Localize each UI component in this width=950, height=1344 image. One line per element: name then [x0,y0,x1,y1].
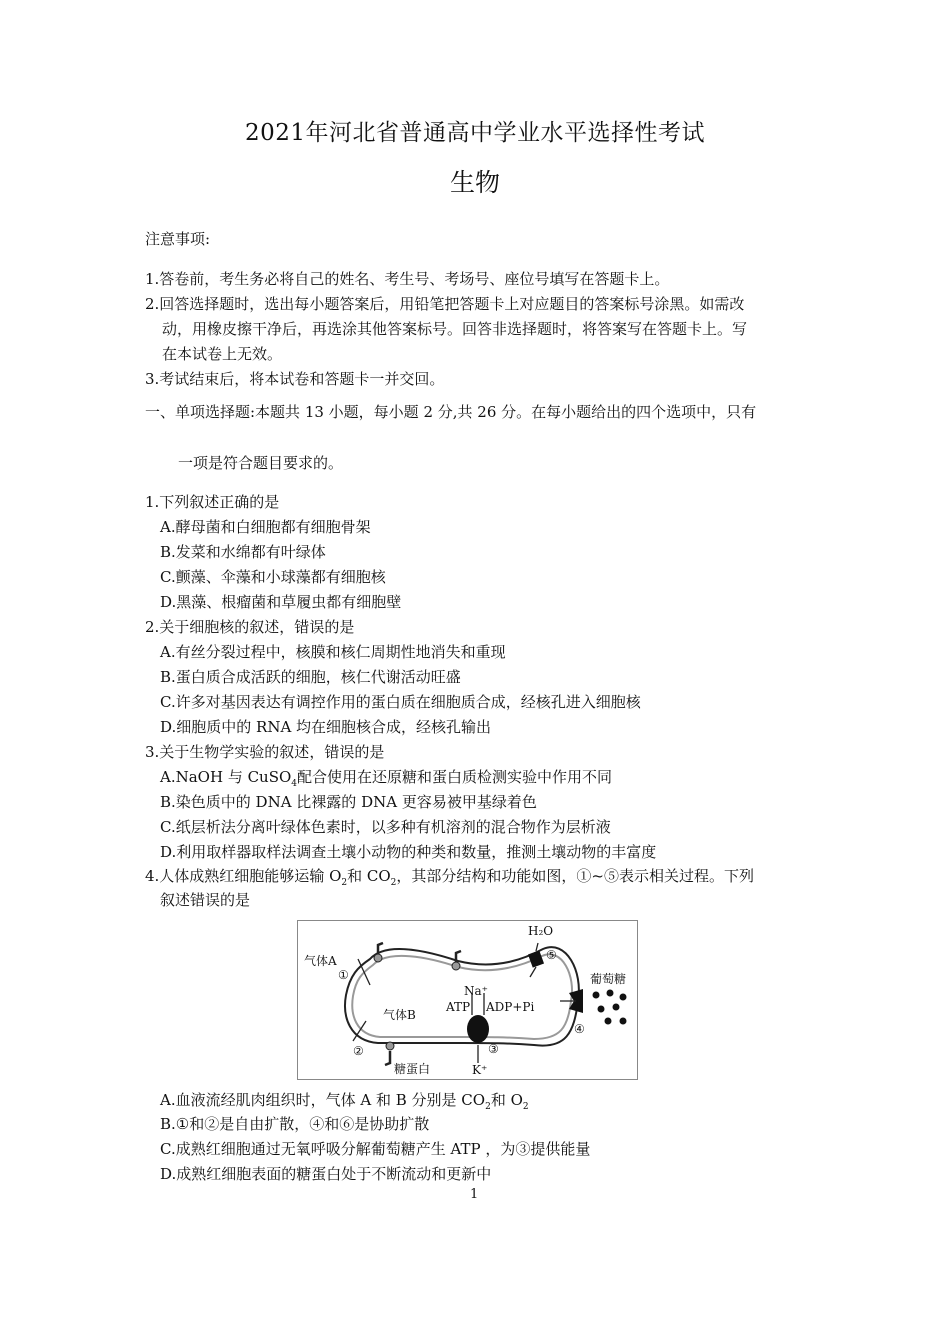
q2-stem: 2.关于细胞核的叙述，错误的是 [145,618,355,636]
label-adp-pi: ADP+Pi [486,1000,535,1014]
q4-option-a [160,1090,529,1117]
water-channel-protein [528,950,544,967]
q4-option-d: D.成熟红细胞表面的糖蛋白处于不断流动和更新中 [160,1165,492,1183]
label-gas-b: 气体B [383,1008,416,1022]
section-heading-line-2: 一项是符合题目要求的。 [178,454,344,472]
label-step-3: ③ [488,1042,499,1056]
notice-item-1: 1.答卷前，考生务必将自己的姓名、考生号、考场号、座位号填写在答题卡上。 [145,270,670,288]
glycoprotein-dot-2 [452,962,460,970]
cell-diagram [298,921,637,1079]
q4-stem-line-2: 叙述错误的是 [160,891,251,909]
label-sodium: Na⁺ [464,984,488,998]
label-step-5: ⑤ [546,948,557,962]
page-number: 1 [470,1187,479,1202]
q2-option-b: B.蛋白质合成活跃的细胞，核仁代谢活动旺盛 [160,668,461,686]
q4-stem-part-3: ，其部分结构和功能如图，①~⑤表示相关过程。下列 [396,867,754,885]
glycoprotein-dot-1 [374,954,382,962]
q1-option-d: D.黑藻、根瘤菌和草履虫都有细胞壁 [160,593,402,611]
label-potassium: K⁺ [472,1063,488,1077]
glycoprotein-dot-3 [386,1042,394,1050]
notice-item-2-line-3: 在本试卷上无效。 [162,345,283,363]
label-step-1: ① [338,968,349,982]
q2-option-d: D.细胞质中的 RNA 均在细胞核合成，经核孔输出 [160,718,492,736]
q3-option-a-suffix: 配合使用在还原糖和蛋白质检测实验中作用不同 [297,768,613,786]
q4-option-a-sub-2: 2 [522,1102,529,1112]
notice-item-2-line-1: 2.回答选择题时，选出每小题答案后，用铅笔把答题卡上对应题目的答案标号涂黑。如需改 [145,295,745,313]
q3-option-a-prefix: A.NaOH 与 CuSO [160,768,292,786]
q3-option-d: D.利用取样器取样法调查土壤小动物的种类和数量，推测土壤动物的丰富度 [160,843,657,861]
label-step-2: ② [353,1044,364,1058]
q4-option-b: B.①和②是自由扩散，④和⑥是协助扩散 [160,1115,430,1133]
q3-option-a [160,767,612,794]
exam-title: 2021年河北省普通高中学业水平选择性考试 [244,120,706,146]
q1-option-b: B.发菜和水绵都有叶绿体 [160,543,326,561]
q1-option-c: C.颤藻、伞藻和小球藻都有细胞核 [160,568,386,586]
q3-option-b: B.染色质中的 DNA 比裸露的 DNA 更容易被甲基绿着色 [160,793,537,811]
glucose-molecules [593,990,627,1025]
notice-item-3: 3.考试结束后，将本试卷和答题卡一并交回。 [145,370,445,388]
q2-option-c: C.许多对基因表达有调控作用的蛋白质在细胞质合成，经核孔进入细胞核 [160,693,641,711]
cell-membrane-inner [352,954,572,1039]
q4-stem-line-1 [145,866,754,893]
notice-heading: 注意事项: [145,230,211,248]
q4-stem-sub-1: 2 [341,878,348,888]
subject-title: 生物 [449,168,500,197]
q4-option-a-sub-1: 2 [485,1102,491,1112]
label-water: H₂O [528,924,554,938]
q3-option-c: C.纸层析法分离叶绿体色素时，以多种有机溶剂的混合物作为层析液 [160,818,611,836]
red-blood-cell-figure [297,920,638,1080]
sodium-potassium-pump [467,1015,489,1043]
q1-option-a: A.酵母菌和白细胞都有细胞骨架 [160,518,371,536]
q4-stem-part-2: 和 CO [347,867,391,885]
label-glucose: 葡萄糖 [590,972,627,986]
section-heading-line-1: 一、单项选择题:本题共 13 小题，每小题 2 分,共 26 分。在每小题给出的四个选项中，只有 [145,403,757,421]
label-glycoprotein: 糖蛋白 [394,1062,431,1076]
notice-item-2-line-2: 动，用橡皮擦干净后，再选涂其他答案标号。回答非选择题时，将答案写在答题卡上。写 [162,320,748,338]
q2-option-a: A.有丝分裂过程中，核膜和核仁周期性地消失和重现 [160,643,506,661]
q4-option-a-part-2: 和 O [490,1091,523,1109]
q4-stem-sub-2: 2 [390,878,397,888]
q4-option-c: C.成熟红细胞通过无氧呼吸分解葡萄糖产生 ATP ，为③提供能量 [160,1140,591,1158]
label-gas-a: 气体A [304,954,337,968]
q3-option-a-subscript: 4 [291,779,298,789]
q4-option-a-part-1: A.血液流经肌肉组织时，气体 A 和 B 分别是 CO [160,1091,486,1109]
q4-stem-part-1: 4.人体成熟红细胞能够运输 O [145,867,342,885]
q3-stem: 3.关于生物学实验的叙述，错误的是 [145,743,385,761]
label-atp: ATP [446,1000,471,1014]
label-step-4: ④ [574,1022,585,1036]
q1-stem: 1.下列叙述正确的是 [145,493,280,511]
